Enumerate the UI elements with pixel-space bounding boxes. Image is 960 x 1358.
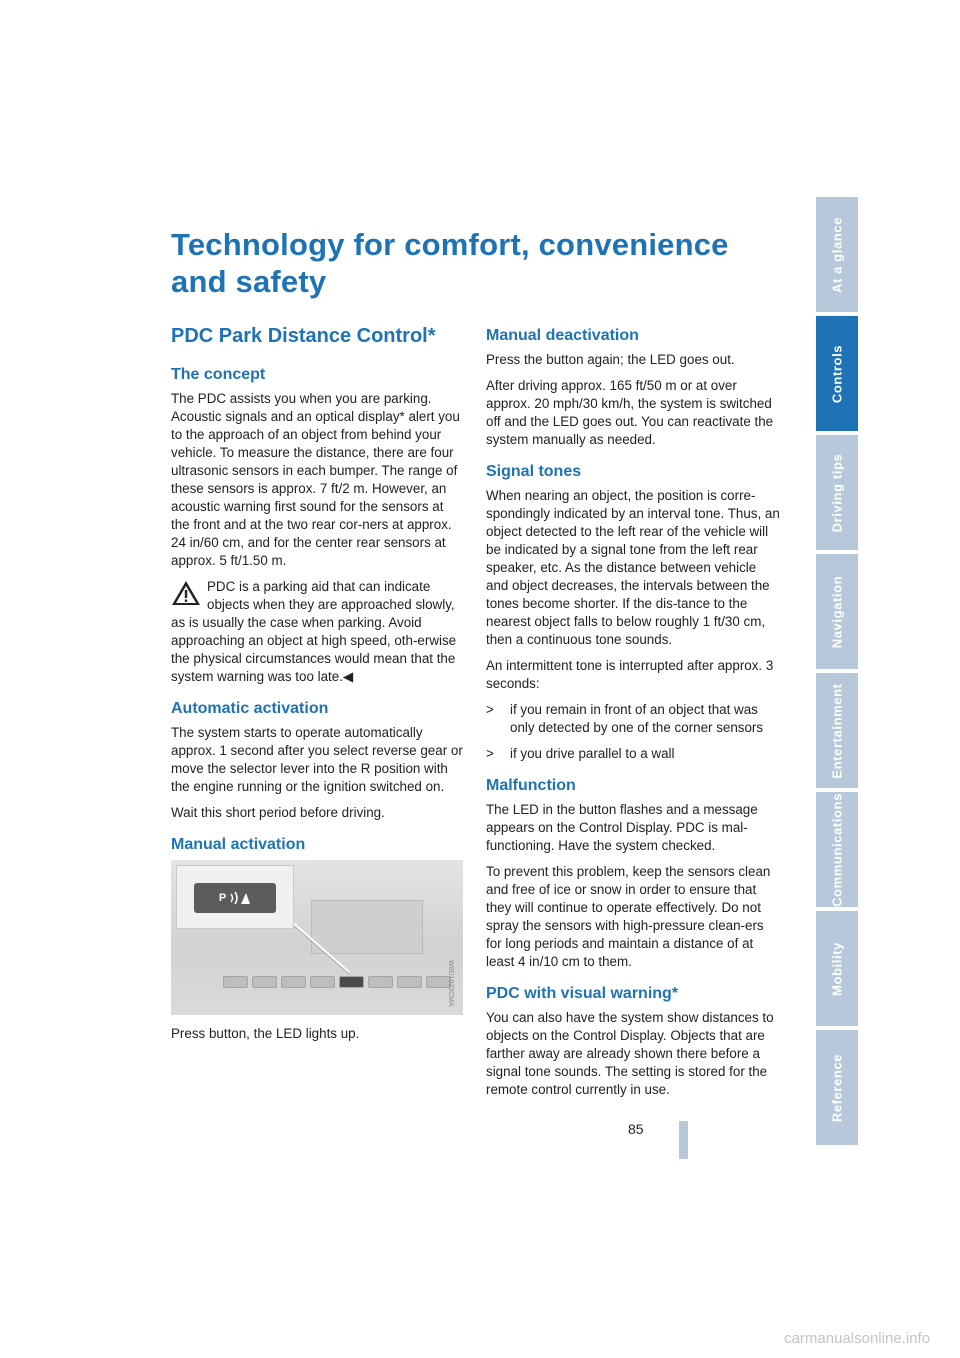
- console-button-row: [223, 976, 451, 988]
- concept-text: The PDC assists you when you are parking. Acoustic signals and an optical display* alert you to the approach of an object from behind your vehicle. To measure the distance, there are four ultrasonic sensors in each bumper. The range of these sensors is approx. 7 ft/2 m. However, an acoustic warning first sound for the sensors at the front and at the two rear cor-ners at approx. 24 in/60 cm, and for the center rear sensors at approx. 5 ft/1.50 m.: [171, 391, 460, 568]
- button-closeup: [176, 865, 294, 929]
- signal-tones-text-2: An intermittent tone is interrupted after approx. 3 seconds:: [486, 658, 774, 691]
- tab-reference[interactable]: Reference: [816, 1030, 858, 1145]
- page-number: 85: [628, 1121, 644, 1137]
- tab-driving-tips[interactable]: Driving tips: [816, 435, 858, 550]
- warning-icon: [171, 580, 201, 606]
- right-column: [486, 327, 780, 1107]
- page-number-bar: [679, 1121, 688, 1159]
- signal-tones-heading: Signal tones: [486, 463, 582, 480]
- malfunction-text-1: The LED in the button flashes and a message appears on the Control Display. PDC is mal-functioning. Have the system checked.: [486, 802, 758, 853]
- watermark: carmanualsonline.info: [784, 1330, 930, 1347]
- page-title: Technology for comfort, convenience and safety: [171, 227, 729, 299]
- list-item: > if you remain in front of an object that was only detected by one of the corner sensors: [486, 702, 764, 735]
- manual-activation-caption: Press button, the LED lights up.: [171, 1026, 360, 1041]
- auto-activation-text-2: Wait this short period before driving.: [171, 805, 385, 820]
- malfunction-text-2: To prevent this problem, keep the sensors clean and free of ice or snow in order to ensure that they will continue to operate effectively. Do not spray the sensors with high-pressure clean-ers for long periods and maintain a distance of at least 4 in/10 cm to them.: [486, 864, 771, 969]
- image-code: W8D1023CMA: [447, 960, 454, 1007]
- warning-note: [171, 578, 465, 686]
- bullet-marker: >: [486, 746, 494, 761]
- deactivation-text-2: After driving approx. 165 ft/50 m or at over approx. 20 mph/30 km/h, the system is switched off and the LED goes out. You can reactivate the system manually as needed.: [486, 378, 774, 447]
- left-column: [171, 366, 465, 1051]
- auto-activation-heading: Automatic activation: [171, 700, 329, 717]
- list-item: > if you drive parallel to a wall: [486, 746, 675, 761]
- tab-entertainment[interactable]: Entertainment: [816, 673, 858, 788]
- signal-tones-text-1: When nearing an object, the position is corre-spondingly indicated by an interval tone. Thus, an object detected to the left rear of the vehicle will be indicated by a signal tone from the left rear speaker, etc. As the distance between vehicle and object decreases, the intervals between the tones become shorter. If the dis-tance to the nearest object falls to below roughly 1 ft/30 cm, then a continuous tone sounds.: [486, 488, 780, 647]
- pdc-button: [194, 883, 276, 913]
- auto-activation-text: The system starts to operate automatically approx. 1 second after you select reverse gear or move the selector lever into the R position with the engine running or the ignition switched on.: [171, 725, 463, 794]
- deactivation-text-1: Press the button again; the LED goes out.: [486, 352, 735, 367]
- tab-navigation[interactable]: Navigation: [816, 554, 858, 669]
- visual-warning-heading: PDC with visual warning*: [486, 985, 679, 1002]
- end-mark: ◀: [342, 669, 354, 684]
- pdc-signal-icon: [229, 891, 251, 905]
- malfunction-heading: Malfunction: [486, 777, 576, 794]
- visual-warning-text: You can also have the system show distances to objects on the Control Display. Objects that are farther away are already shown there before a signal tone sounds. The setting is stored for the remote control currently in use.: [486, 1010, 774, 1097]
- tab-controls[interactable]: Controls: [816, 316, 858, 431]
- pdc-button-image: [171, 860, 463, 1015]
- signal-tones-list: [486, 701, 780, 763]
- chapter-tabs: [816, 197, 858, 1149]
- tab-at-a-glance[interactable]: At a glance: [816, 197, 858, 312]
- pdc-button-label: P: [218, 892, 227, 904]
- section-heading: PDC Park Distance Control*: [171, 325, 436, 347]
- manual-deactivation-heading: Manual deactivation: [486, 327, 639, 344]
- concept-heading: The concept: [171, 366, 266, 383]
- tab-communications[interactable]: Communications: [816, 792, 858, 907]
- bullet-marker: >: [486, 702, 494, 717]
- tab-mobility[interactable]: Mobility: [816, 911, 858, 1026]
- warning-text: PDC is a parking aid that can indicate objects when they are approached slowly, as is usually the case when parking. Avoid approaching an object at high speed, oth-erwise the physical circumstances would mean that the system warning was too late.: [171, 579, 457, 684]
- manual-activation-heading: Manual activation: [171, 836, 306, 853]
